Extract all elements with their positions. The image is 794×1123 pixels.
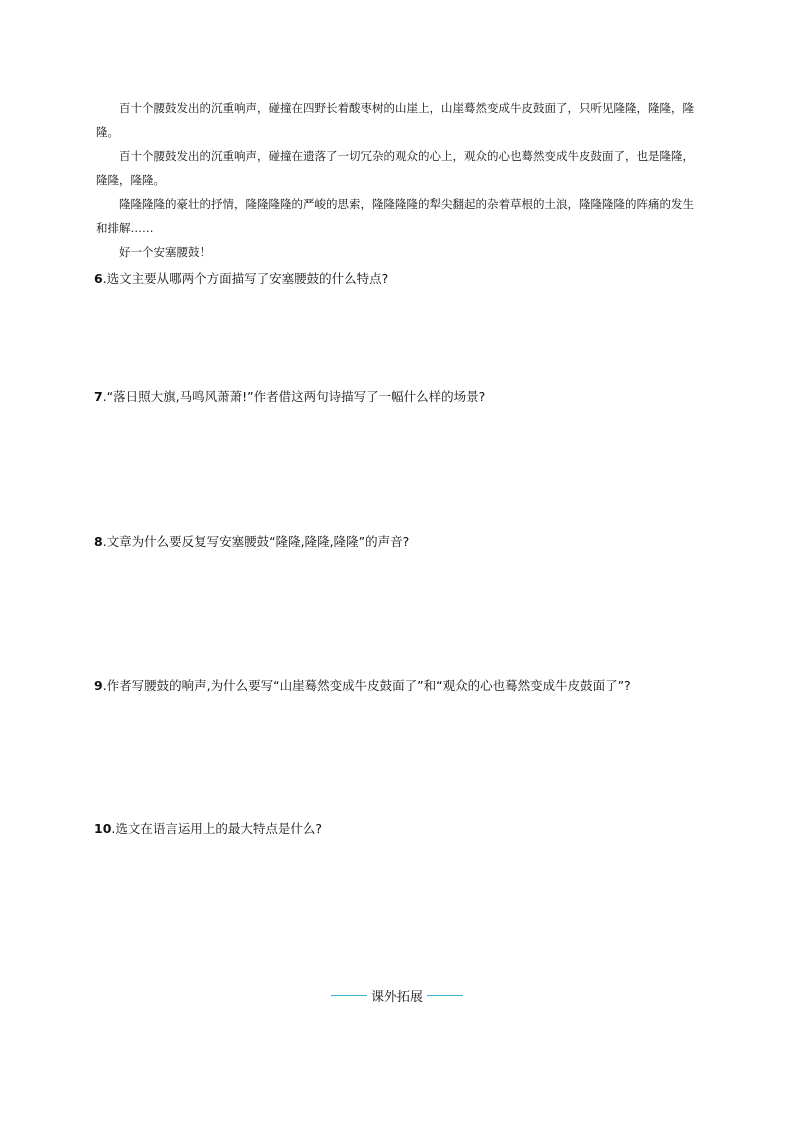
passage-paragraph-3: 隆隆隆隆的豪壮的抒情，隆隆隆隆的严峻的思索，隆隆隆隆的犁尖翻起的杂着草根的土浪，隆隆隆隆的阵痛的发生和排解……	[96, 197, 694, 235]
passage-paragraph-2: 百十个腰鼓发出的沉重响声，碰撞在遗落了一切冗杂的观众的心上，观众的心也蓦然变成牛皮鼓面了，也是隆隆，隆隆，隆隆。	[96, 149, 694, 187]
heading-rule-right	[427, 995, 463, 996]
question-number: 10	[94, 821, 112, 836]
section-heading	[0, 986, 794, 1005]
section-title: 课外拓展	[370, 990, 423, 1005]
question-number: 7	[94, 389, 103, 404]
heading-rule-left	[331, 995, 367, 996]
question-text: .选文在语言运用上的最大特点是什么?	[111, 821, 323, 836]
question-6	[94, 269, 388, 287]
passage-paragraph-4: 好一个安塞腰鼓！	[119, 245, 211, 259]
question-text: .选文主要从哪两个方面描写了安塞腰鼓的什么特点?	[102, 271, 389, 286]
passage-paragraph-1: 百十个腰鼓发出的沉重响声，碰撞在四野长着酸枣树的山崖上，山崖蓦然变成牛皮鼓面了，只听见隆隆，隆隆，隆隆。	[96, 101, 694, 139]
question-text: .“落日照大旗,马鸣风萧萧!”作者借这两句诗描写了一幅什么样的场景?	[102, 389, 486, 404]
question-10	[94, 819, 322, 837]
question-number: 9	[94, 678, 103, 693]
question-text: .文章为什么要反复写安塞腰鼓“隆隆,隆隆,隆隆”的声音?	[102, 534, 410, 549]
question-9	[94, 676, 631, 694]
question-number: 6	[94, 271, 103, 286]
question-7	[94, 387, 485, 405]
question-8	[94, 532, 409, 550]
question-text: .作者写腰鼓的响声,为什么要写“山崖蓦然变成牛皮鼓面了”和“观众的心也蓦然变成牛皮鼓面了”?	[102, 678, 631, 693]
question-number: 8	[94, 534, 103, 549]
